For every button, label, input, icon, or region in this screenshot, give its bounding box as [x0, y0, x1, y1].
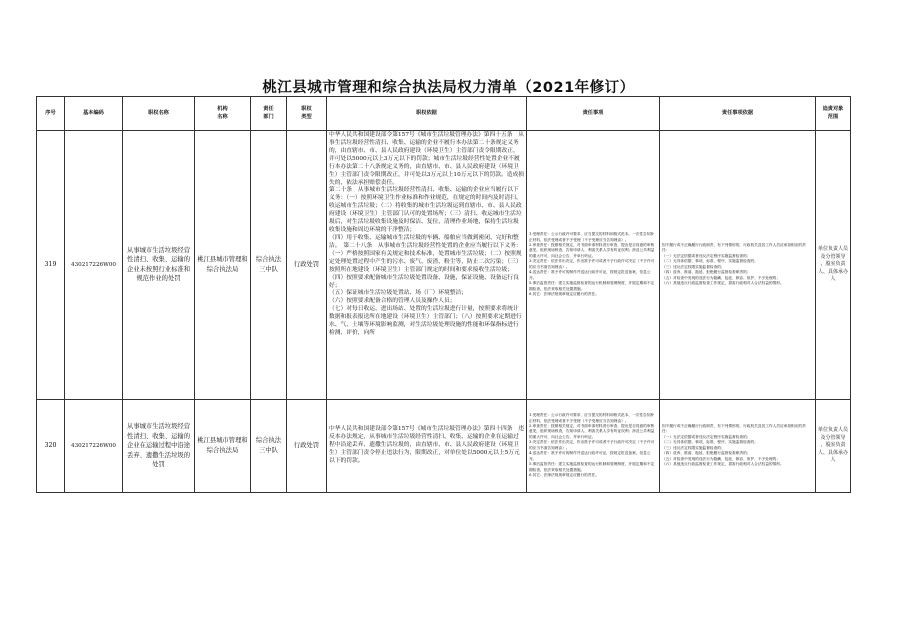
cell-resp-basis: [660, 399, 816, 492]
table-row: [37, 131, 851, 400]
resp-basis-item: （三）违反法定权限实施监督检查的；: [662, 445, 725, 450]
resp-item: 6.其它：法律法规规章规定应履行的责任。: [529, 292, 599, 297]
header-seq: 序号: [37, 97, 65, 131]
resp-basis-item: 因不履行或不正确履行行政职责，有下列情形的，行政机关及其工作人员应承担相应的责任：: [662, 423, 806, 434]
table-row: [37, 399, 851, 492]
resp-item: 5.事后监管责任：建立实施监督检查的运行机制和管理制度，开展定期和不定期检查，依法采取相关处置措施。: [529, 281, 655, 291]
resp-item: 4.送达责任：准予许可的制作并送达行政许可证，按规定报送备案，信息公开。: [529, 451, 651, 461]
header-code: 基本编码: [65, 97, 123, 131]
cell-scope: 单位负责人员 及分管领导 ，股室负责 人、具体承办 人: [816, 399, 851, 492]
document-title: 桃江县城市管理和综合执法局权力清单（2021年修订）: [262, 80, 635, 96]
cell-name: 从事城市生活垃圾经营性清扫、收集、运输的企业未按照行业标准和规范作业的处罚: [123, 131, 195, 400]
cell-resp: [527, 131, 660, 400]
resp-basis-item: （二）无具体依据、事项、标准、程序，实施监督检查的；: [662, 440, 758, 445]
cell-code: 430217226W00: [65, 131, 123, 400]
power-list-table: [36, 96, 851, 493]
cell-org: 桃江县城市管理和综合执法局: [195, 131, 251, 400]
basis-paragraph: （四）用于收集、运输城市生活垃圾的车辆、船舶应当做到密闭、完好和整洁。 第二十八条 从事城市生活垃圾经营性处置的企业应当履行以下义务：（一）严格按照国家有关规定和技术标准，处置城市生活垃圾；（二）按照规定处理处置过程中产生的污水、废气、废渣、粉尘等，防止二次污染；（三）按照所在地建设（环境卫生）主管部门规定的时间和要求接收生活垃圾；: [329, 234, 522, 273]
resp-item: 4.送达责任：准予许可的制作并送达行政许可证，按规定报送备案，信息公开。: [529, 270, 651, 280]
header-row: [37, 97, 851, 131]
resp-item: 6.其它：法律法规规章规定应履行的责任。: [529, 473, 599, 478]
cell-scope: 单位负责人员 及分管领导 ，股室负责 人、具体承办 人: [816, 131, 851, 400]
basis-paragraph: （四）按照要求配备城市生活垃圾处置设备、设施，保证设施、设备运行良好；: [329, 274, 519, 289]
header-scope: 追责对象 范围: [816, 97, 851, 131]
cell-seq: 320: [37, 399, 65, 492]
resp-basis-item: （二）无具体依据、事项、标准、程序，实施监督检查的；: [662, 259, 758, 264]
cell-code: 430217226W00: [65, 399, 123, 492]
cell-dept: 综合执法三中队: [251, 131, 287, 400]
header-type: 职权 类型: [287, 97, 327, 131]
header-dept: 责任 部门: [251, 97, 287, 131]
cell-basis: [327, 399, 527, 492]
basis-paragraph: 中华人民共和国建设部令第157号《城市生活垃圾管理办法》第四十五条 从事生活垃圾经营性清扫、收集、运输的企业不履行本办法第二十条规定义务的，由直辖市、市、县人民政府建设（环境卫生）主管部门责令限期改正，并可处以5000元以上3万元以下的罚款；城市生活垃圾经营性处置企业不履行本办法第二十八条规定义务的，由直辖市、市、县人民政府建设（环境卫生）主管部门责令限期改正，并可处以3万元以上10万元以下的罚款。造成损失的，依法承担赔偿责任。: [329, 132, 524, 186]
cell-basis: [327, 131, 527, 400]
cell-type: 行政处罚: [287, 131, 327, 400]
basis-paragraph: 中华人民共和国建设部令第157号《城市生活垃圾管理办法》第四十四条 违反本办法规定，从事城市生活垃圾经营性清扫、收集、运输的企业在运输过程中沿途丢弃、遗撒生活垃圾的，由直辖市、市、县人民政府建设（环境卫生）主管部门责令停止违法行为，限期改正，对单位处以5000元以上5万元以下的罚款。: [329, 426, 524, 464]
basis-paragraph: （七）对每日收运、进出场站、处置的生活垃圾进行计量，按照要求将统计数据和报表报送所在地建设（环境卫生）主管部门；（八）按照要求定期进行水、气、土壤等环境影响监测，对生活垃圾处理设施的性能和环保指标进行检测、评价，向所: [329, 306, 522, 337]
resp-basis-item: （六）其他违反行政监督检查工作规定，损害行政相对人合法权益的情形。: [662, 462, 784, 467]
cell-dept: 综合执法三中队: [251, 399, 287, 492]
header-basis: 职权依据: [327, 97, 527, 131]
basis-paragraph: 第二十条 从事城市生活垃圾经营性清扫、收集、运输的企业应当履行以下义务：（一）按照环境卫生作业标准和作业规范，在规定的时间内及时清扫、收运城市生活垃圾；（二）将收集的城市生活垃圾运到直辖市、市、县人民政府建设（环境卫生）主管部门认可的处置场所；（三）清扫、收运城市生活垃圾后，对生活垃圾收集设施及时保洁、复位，清理作业场地，保持生活垃圾收集设施和周边环境的干净整洁；: [329, 187, 522, 234]
resp-item: 1.受理责任：公示行政许可要求、应当提交的材料和格式范本，一次性告知补正材料，依法受理或者不予受理（不予受理应当告知理由）。: [529, 232, 655, 242]
resp-basis-item: （六）其他违反行政监督检查工作规定，损害行政相对人合法权益的情形。: [662, 281, 784, 286]
resp-item: 3.决定责任：依法作出决定，作出准予许可或者不予行政许可决定（不予许可的应当书面告知理由）。: [529, 259, 655, 269]
cell-seq: 319: [37, 131, 65, 400]
resp-basis-item: （五）对检查中发现的违法行为隐瞒、包庇、纵容、袒护、不予处理的；: [662, 275, 780, 280]
header-org: 机构 名称: [195, 97, 251, 131]
resp-item: 2.审查责任：按照相关规定，对书面申请材料进行审查，提出是否同意的审核意见，组织现场核查，告知申请人、利害关系人享有听证权利；涉及公共利益的重大许可，向社会公告，并举行听证。: [529, 423, 655, 439]
resp-basis-item: （一）无法定依据或者违反法定程序实施监督检查的；: [662, 253, 751, 258]
resp-basis-item: 因不履行或不正确履行行政职责，有下列情形的，行政机关及其工作人员应承担相应的责任：: [662, 242, 806, 253]
resp-basis-item: （一）无法定依据或者违反法定程序实施监督检查的；: [662, 434, 751, 439]
cell-org: 桃江县城市管理和综合执法局: [195, 399, 251, 492]
resp-item: 2.审查责任：按照相关规定，对书面申请材料进行审查，提出是否同意的审核意见，组织现场核查，告知申请人、利害关系人享有听证权利；涉及公共利益的重大许可，向社会公告，并举行听证。: [529, 242, 655, 258]
cell-type: 行政处罚: [287, 399, 327, 492]
header-name: 职权名称: [123, 97, 195, 131]
header-resp: 责任事项: [527, 97, 660, 131]
resp-item: 5.事后监管责任：建立实施监督检查的运行机制和管理制度，开展定期和不定期检查，依法采取相关处置措施。: [529, 462, 655, 472]
resp-item: 1.受理责任：公示行政许可要求、应当提交的材料和格式范本，一次性告知补正材料，依法受理或者不予受理（不予受理应当告知理由）。: [529, 413, 655, 423]
header-resp-basis: 责任事项依据: [660, 97, 816, 131]
basis-paragraph: （五）保证城市生活垃圾处置站、场（厂）环境整洁；: [329, 290, 467, 297]
cell-resp: [527, 399, 660, 492]
basis-paragraph: （六）按照要求配备合格的管理人员及操作人员；: [329, 298, 456, 305]
resp-basis-item: （五）对检查中发现的违法行为隐瞒、包庇、纵容、袒护、不予处理的；: [662, 456, 780, 461]
cell-resp-basis: [660, 131, 816, 400]
resp-basis-item: （四）放弃、推诿、拖延、拒绝履行监督检查职责的；: [662, 270, 751, 275]
cell-name: 从事城市生活垃圾经营性清扫、收集、运输的企业在运输过程中沿途丢弃、遗撒生活垃圾的处罚: [123, 399, 195, 492]
resp-item: 3.决定责任：依法作出决定，作出准予许可或者不予行政许可决定（不予许可的应当书面告知理由）。: [529, 440, 655, 450]
resp-basis-item: （四）放弃、推诿、拖延、拒绝履行监督检查职责的；: [662, 451, 751, 456]
resp-basis-item: （三）违反法定权限实施监督检查的；: [662, 264, 725, 269]
